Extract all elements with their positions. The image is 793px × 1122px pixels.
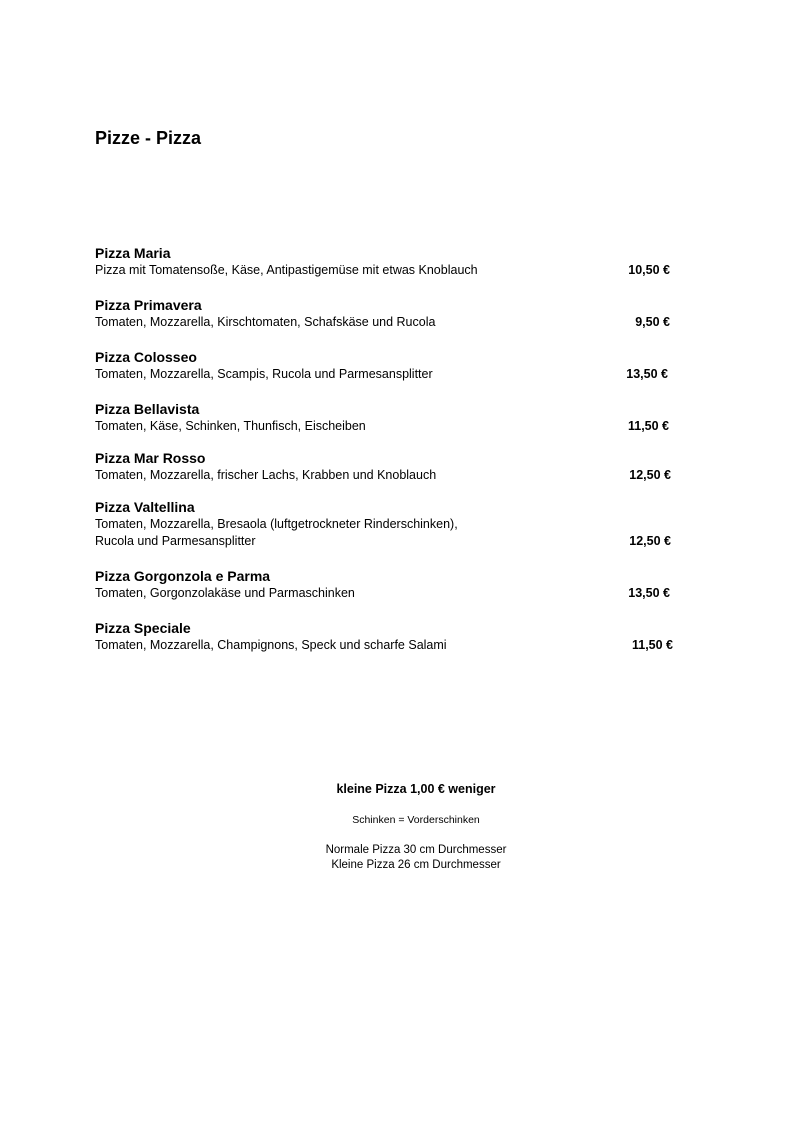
menu-item-mar-rosso bbox=[95, 450, 695, 484]
item-description: Tomaten, Mozzarella, Champignons, Speck und scharfe Salami bbox=[95, 638, 447, 652]
menu-item-primavera bbox=[95, 297, 695, 331]
item-name: Pizza Gorgonzola e Parma bbox=[95, 568, 271, 584]
item-description: Tomaten, Gorgonzolakäse und Parmaschinken bbox=[95, 586, 355, 600]
menu-item-maria bbox=[95, 245, 695, 279]
item-price: 9,50 € bbox=[635, 315, 670, 329]
item-name: Pizza Primavera bbox=[95, 297, 202, 313]
item-price: 12,50 € bbox=[629, 534, 671, 548]
item-name: Pizza Speciale bbox=[95, 620, 191, 636]
item-name: Pizza Valtellina bbox=[95, 499, 195, 515]
item-description: Tomaten, Käse, Schinken, Thunfisch, Eischeiben bbox=[95, 419, 366, 433]
item-name: Pizza Bellavista bbox=[95, 401, 200, 417]
item-price: 10,50 € bbox=[628, 263, 670, 277]
item-name: Pizza Colosseo bbox=[95, 349, 197, 365]
small-size-note: Kleine Pizza 26 cm Durchmesser bbox=[331, 859, 501, 871]
item-price: 13,50 € bbox=[626, 367, 668, 381]
item-price: 11,50 € bbox=[627, 419, 669, 433]
item-description: Tomaten, Mozzarella, Scampis, Rucola und Parmesansplitter bbox=[95, 367, 433, 381]
page-title: Pizze - Pizza bbox=[95, 128, 202, 148]
item-description: Pizza mit Tomatensoße, Käse, Antipastigemüse mit etwas Knoblauch bbox=[95, 263, 478, 277]
item-price: 12,50 € bbox=[629, 468, 671, 482]
pizza-sizes bbox=[0, 843, 793, 873]
item-price: 11,50 € bbox=[631, 638, 673, 652]
item-description: Tomaten, Mozzarella, Kirschtomaten, Schafskäse und Rucola bbox=[95, 315, 436, 329]
item-name: Pizza Maria bbox=[95, 245, 171, 261]
menu-item-gorgonzola-parma bbox=[95, 568, 695, 602]
menu-item-bellavista bbox=[95, 401, 695, 435]
menu-item-speciale bbox=[95, 620, 695, 654]
normal-size-note: Normale Pizza 30 cm Durchmesser bbox=[325, 844, 507, 856]
ham-note: Schinken = Vorderschinken bbox=[352, 814, 480, 826]
item-description: Tomaten, Mozzarella, frischer Lachs, Krabben und Knoblauch bbox=[95, 468, 437, 482]
menu-item-colosseo bbox=[95, 349, 695, 383]
item-description: Tomaten, Mozzarella, Bresaola (luftgetrockneter Rinderschinken), Rucola und Parmesansplitter bbox=[95, 517, 458, 548]
menu-item-valtellina bbox=[95, 499, 695, 550]
item-price: 13,50 € bbox=[628, 586, 670, 600]
item-name: Pizza Mar Rosso bbox=[95, 450, 206, 466]
small-pizza-note: kleine Pizza 1,00 € weniger bbox=[336, 782, 496, 796]
